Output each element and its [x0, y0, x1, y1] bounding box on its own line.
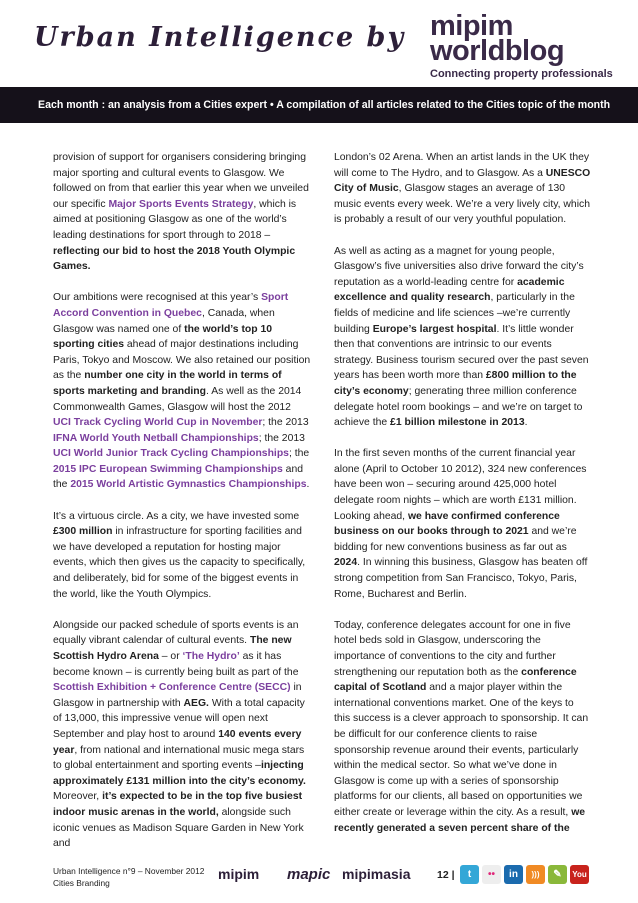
bold-text: £800 million to the city’s economy: [334, 370, 577, 397]
text-run: Our ambitions were recognised at this year’s: [53, 292, 262, 304]
blog-icon[interactable]: ✎: [548, 865, 567, 884]
bold-text: it’s expected to be in the top five busiest indoor music arenas in the world,: [53, 791, 303, 818]
link-sport-accord-convention[interactable]: Sport Accord Convention in Quebec: [53, 292, 289, 319]
bold-text: we have confirmed conference business on our books through to 2021: [334, 510, 560, 538]
bold-text: Europe’s largest hospital: [372, 323, 497, 335]
rss-icon[interactable]: ))): [526, 865, 545, 884]
bold-text: 2024: [334, 557, 358, 569]
brand-tagline: Connecting property professionals: [430, 68, 613, 80]
bold-text: £300 million: [53, 526, 113, 538]
text-run: . As well as the 2014 Commonwealth Games, Glasgow will host the 2012: [53, 385, 302, 413]
text-run: Alongside our packed schedule of sports events is an equally vibrant calendar of cultural events.: [53, 619, 299, 647]
footer-section: Cities Branding: [53, 878, 110, 888]
text-run: As well as acting as a magnet for young people, Glasgow’s five universities also drive forward the city’s reputation as a world-leading centre for: [334, 245, 584, 288]
text-run: ; the 2013: [258, 432, 305, 444]
mipim-worldblog-logo[interactable]: [430, 10, 613, 80]
link-ipc-swimming[interactable]: 2015 IPC European Swimming Championships: [53, 463, 283, 475]
text-run: . It’s little wonder then that conventions are intrinsic to our events strategy. Business tourism secured over the past seven years has been worth more than: [334, 323, 589, 382]
text-run: , which is aimed at positioning Glasgow as one of the world’s leading destinations for sport through to 2018 –: [53, 198, 297, 241]
link-uci-junior-cycling[interactable]: UCI World Junior Track Cycling Championships: [53, 448, 289, 460]
link-major-sports-events-strategy[interactable]: Major Sports Events Strategy: [108, 198, 254, 210]
flickr-icon[interactable]: ••: [482, 865, 501, 884]
text-run: .: [524, 417, 528, 429]
text-run: alongside such iconic venues as Madison Square Garden in New York and: [53, 806, 304, 850]
right-column: [334, 150, 592, 852]
text-run: as it has become known – is currently being built as part of the: [53, 651, 299, 678]
page-number: 12 |: [437, 869, 455, 881]
brand-line-mipim: mipim: [430, 10, 513, 42]
text-run: , from national and international music mega stars to global entertainment and sporting events –: [53, 744, 305, 772]
bold-text: UNESCO City of Music: [334, 167, 591, 195]
bold-text: The new Scottish Hydro Arena: [53, 635, 292, 662]
banner-title: Urban Intelligence by: [34, 22, 406, 53]
bold-text: injecting approximately £131 million into the city’s economy.: [53, 760, 306, 787]
text-run: ; generating three million conference delegate hotel room bookings – and we’re on target to achieve the: [334, 385, 583, 429]
paragraph: [53, 150, 311, 275]
twitter-icon[interactable]: t: [460, 865, 479, 884]
subtitle-bar: Each month : an analysis from a Cities expert • A compilation of all articles related to the Cities topic of the month: [0, 87, 638, 123]
footer-issue: Urban Intelligence n°9 – November 2012: [53, 866, 205, 876]
text-run: . In winning this business, Glasgow has beaten off strong competition from San Francisco, Tokyo, Paris, Rome, Bucharest and Berlin.: [334, 557, 588, 600]
bold-text: academic excellence and quality research: [334, 276, 565, 304]
link-secc[interactable]: Scottish Exhibition + Conference Centre (SECC): [53, 682, 291, 694]
mapic-logo[interactable]: mapic: [287, 866, 331, 883]
text-run: ; the: [288, 448, 310, 460]
paragraph: [334, 244, 592, 431]
text-run: With a total capacity of 13,000, this impressive venue will open next September and play host to around: [53, 697, 305, 740]
header: [0, 0, 638, 123]
link-ifna-netball[interactable]: IFNA World Youth Netball Championships: [53, 432, 259, 444]
mipim-logo[interactable]: mipim: [218, 866, 260, 882]
text-run: , Glasgow stages an average of 130 music events every week. We’re a very lively city, which is probably a result of our very youthful population.: [334, 183, 590, 226]
link-the-hydro[interactable]: ‘The Hydro’: [182, 651, 240, 662]
link-artistic-gymnastics[interactable]: 2015 World Artistic Gymnastics Championships: [70, 479, 307, 491]
left-column: [53, 150, 311, 867]
text-run: It’s a virtuous circle. As a city, we have invested some: [53, 510, 300, 522]
text-run: and we’re bidding for new conventions business as far out as: [334, 526, 577, 553]
paragraph: [53, 290, 311, 493]
text-run: In the first seven months of the current financial year alone (April to October 10 2012), 324 new conferences have been won – securing around 425,000 hotel delegate room nights – which are worth £131 million. Looking ahead,: [334, 448, 587, 522]
bold-text: conference capital of Scotland: [334, 666, 577, 694]
bold-text: number one city in the world in terms of sports marketing and branding: [53, 370, 282, 397]
bold-text: we recently generated a seven percent share of the: [334, 806, 586, 834]
bold-text: AEG.: [183, 697, 209, 709]
text-run: , particularly in the fields of medicine and life sciences –we’re currently building: [334, 292, 575, 335]
bold-text: reflecting our bid to host the 2018 Youth Olympic Games.: [53, 245, 296, 273]
youtube-icon[interactable]: You: [570, 865, 589, 884]
mipimasia-logo[interactable]: mipimasia: [342, 866, 411, 882]
text-run: ahead of major destinations including Paris, Tokyo and Moscow. We also retained our position as the: [53, 339, 311, 382]
paragraph: [334, 150, 592, 228]
paragraph: [334, 446, 592, 602]
text-run: London’s 02 Arena. When an artist lands in the UK they will come to The Hydro, and to Glasgow. As a: [334, 152, 590, 179]
text-run: .: [306, 479, 310, 491]
text-run: Today, conference delegates account for one in five hotel beds sold in Glasgow, underscoring the importance of conventions to the city and further strengthening our reputation both as the: [334, 619, 571, 678]
text-run: provision of support for organisers considering bringing major sporting and cultural events to Glasgow. We followed on from that earlier this year when we unveiled our specific: [53, 152, 309, 210]
text-run: in Glasgow in partnership with: [53, 682, 302, 709]
brand-line-worldblog: worldblog: [430, 35, 565, 67]
paragraph: [53, 509, 311, 603]
text-run: and the: [53, 463, 304, 491]
text-run: , Canada, when Glasgow was named one of: [53, 307, 275, 335]
text-run: – or: [158, 651, 183, 662]
footer: [0, 860, 638, 903]
bold-text: 140 events every year: [53, 728, 302, 756]
footer-issue-info: [53, 865, 204, 889]
link-uci-track-cycling[interactable]: UCI Track Cycling World Cup in November: [53, 417, 263, 429]
bold-text: the world’s top 10 sporting cities: [53, 323, 273, 351]
text-run: ; the 2013: [262, 417, 309, 429]
text-run: in infrastructure for sporting facilities and we have developed a reputation for hosting major events, which then gives us the capacity to specifically, and deliberately, bid for some of the biggest events in the world, like the Youth Olympics.: [53, 526, 306, 600]
paragraph: [53, 618, 311, 852]
text-run: and a major player within the international conventions market. One of the keys to this success is a clever approach to sponsorship. It can be difficult for our conference clients to raise sponsorship revenue around their events, particularly within the medical sector. So what we’ve done in Glasgow is come up with a series of sponsorship platforms for our clients, all based on opportunities we either create or leverage within the city. As a result,: [334, 682, 589, 818]
linkedin-icon[interactable]: in: [504, 865, 523, 884]
text-run: Moreover,: [53, 791, 103, 803]
paragraph: [334, 618, 592, 836]
bold-text: £1 billion milestone in 2013: [390, 417, 525, 429]
